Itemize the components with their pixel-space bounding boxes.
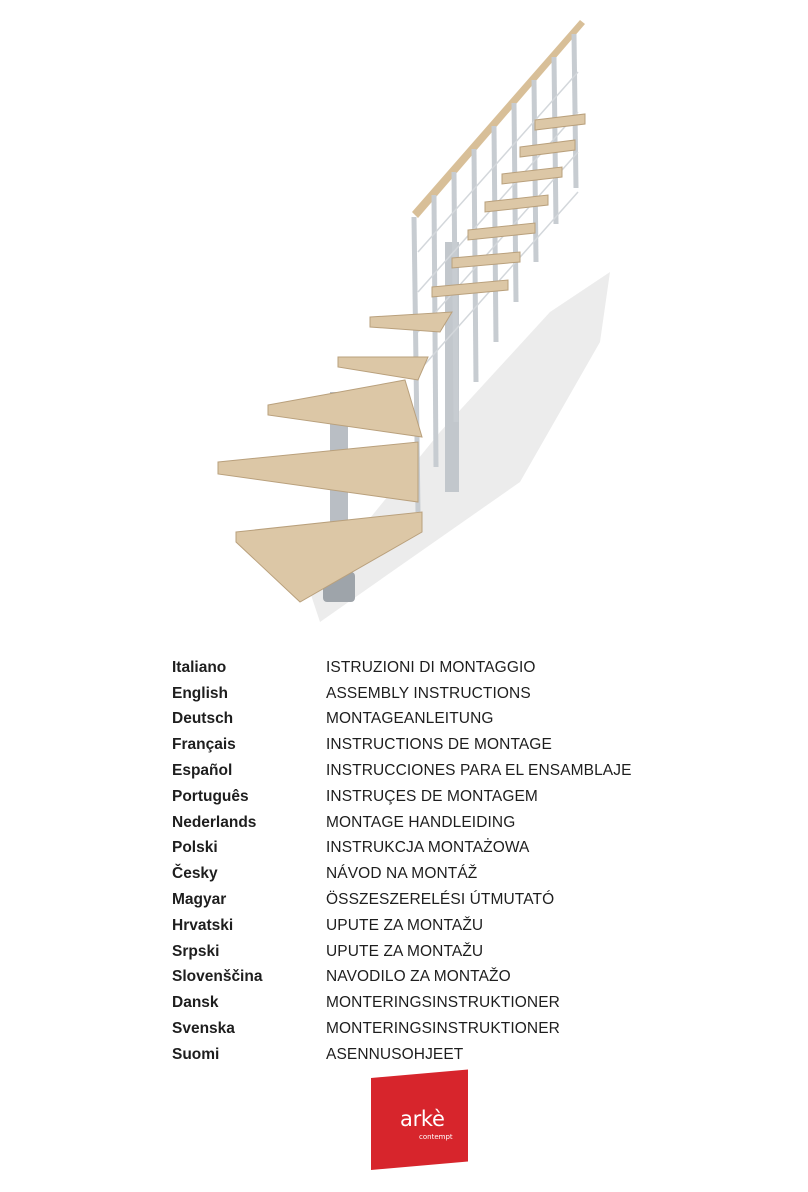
language-name: Nederlands (172, 813, 257, 831)
language-name: Français (172, 736, 236, 754)
language-row (172, 784, 692, 810)
language-row (172, 681, 692, 707)
language-name: Srpski (172, 942, 220, 960)
language-row (172, 990, 692, 1016)
language-title: MONTERINGSINSTRUKTIONER (326, 994, 560, 1012)
language-name: Svenska (172, 1020, 235, 1038)
language-row (172, 939, 692, 965)
language-title: INSTRUCTIONS DE MONTAGE (326, 736, 552, 754)
language-row (172, 913, 692, 939)
staircase-illustration (190, 12, 610, 647)
language-title: NÁVOD NA MONTÁŽ (326, 865, 478, 883)
language-row (172, 965, 692, 991)
language-title: INSTRUÇES DE MONTAGEM (326, 787, 538, 805)
language-name: Italiano (172, 658, 227, 676)
brand-logo (371, 1070, 468, 1170)
language-title: ASENNUSOHJEET (326, 1045, 464, 1063)
language-name: Deutsch (172, 710, 234, 728)
language-title: INSTRUKCJA MONTAŻOWA (326, 839, 530, 857)
language-name: Español (172, 762, 233, 780)
language-row (172, 732, 692, 758)
language-title: UPUTE ZA MONTAŽU (326, 916, 484, 934)
language-title: INSTRUCCIONES PARA EL ENSAMBLAJE (326, 762, 632, 780)
language-name: Magyar (172, 891, 227, 909)
language-title: UPUTE ZA MONTAŽU (326, 942, 484, 960)
language-row (172, 810, 692, 836)
language-row (172, 887, 692, 913)
language-title: MONTERINGSINSTRUKTIONER (326, 1020, 560, 1038)
language-name: Polski (172, 839, 218, 857)
language-row (172, 758, 692, 784)
language-title: MONTAGE HANDLEIDING (326, 813, 516, 831)
language-row (172, 1016, 692, 1042)
language-row (172, 707, 692, 733)
language-title: MONTAGEANLEITUNG (326, 710, 494, 728)
language-row (172, 836, 692, 862)
language-name: Hrvatski (172, 916, 234, 934)
language-row (172, 861, 692, 887)
brand-subline: contempt (419, 1132, 453, 1141)
language-name: Suomi (172, 1045, 220, 1063)
language-row (172, 655, 692, 681)
language-name: Dansk (172, 994, 219, 1012)
language-list (172, 655, 692, 1068)
language-name: Česky (172, 865, 218, 883)
brand-wordmark: arkè (400, 1106, 445, 1131)
language-row (172, 1042, 692, 1068)
language-title: NAVODILO ZA MONTAŽO (326, 968, 511, 986)
language-title: ISTRUZIONI DI MONTAGGIO (326, 658, 536, 676)
language-name: English (172, 684, 228, 702)
language-name: Slovenščina (172, 968, 263, 986)
language-title: ASSEMBLY INSTRUCTIONS (326, 684, 531, 702)
language-title: ÖSSZESZERELÉSI ÚTMUTATÓ (326, 891, 555, 909)
language-name: Português (172, 787, 249, 805)
